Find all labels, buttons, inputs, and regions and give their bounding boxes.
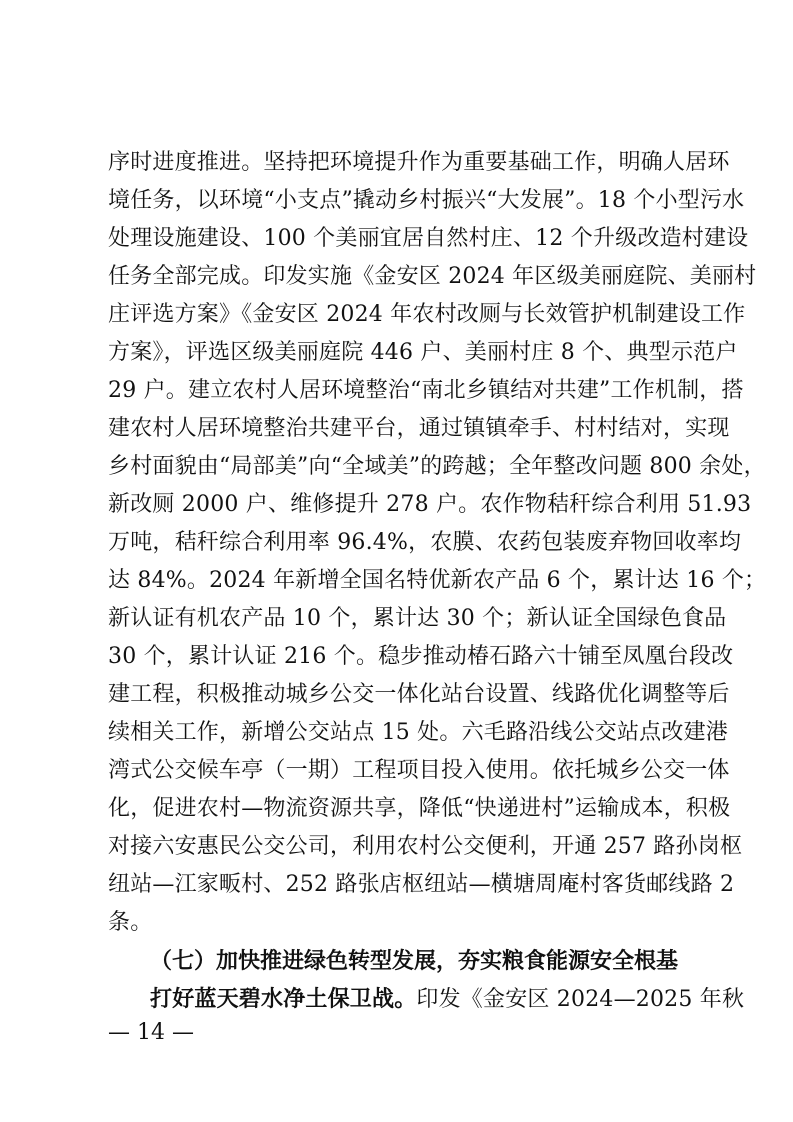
section-heading: （七）加快推进绿色转型发展，夯实粮食能源安全根基 — [150, 948, 679, 974]
body-line-14: 30 个，累计认证 216 个。稳步推动椿石路六十铺至凤凰台段改 — [108, 644, 734, 669]
body-line-12: 达 84%。2024 年新增全国名特优新农产品 6 个，累计达 16 个； — [108, 568, 767, 593]
body-line-3: 处理设施建设、100 个美丽宜居自然村庄、12 个升级改造村建设 — [108, 226, 749, 251]
body-line-21: 条。 — [108, 910, 153, 935]
body-line-16: 续相关工作，新增公交站点 15 处。六毛路沿线公交站点改建港 — [108, 720, 728, 745]
body-line-5: 庄评选方案》《金安区 2024 年农村改厕与长效管护机制建设工作 — [108, 302, 746, 327]
body-line-17: 湾式公交候车亭（一期）工程项目投入使用。依托城乡公交一体 — [108, 758, 730, 783]
body-line-1: 序时进度推进。坚持把环境提升作为重要基础工作，明确人居环 — [108, 150, 730, 175]
body-line-11: 万吨，秸秆综合利用率 96.4%，农膜、农药包装废弃物回收率均 — [108, 530, 742, 555]
body-line-2: 境任务，以环境“小支点”撬动乡村振兴“大发展”。18 个小型污水 — [108, 188, 745, 213]
body-line-9: 乡村面貌由“局部美”向“全域美”的跨越；全年整改问题 800 余处， — [108, 454, 766, 479]
body-line-4: 任务全部完成。印发实施《金安区 2024 年区级美丽庭院、美丽村 — [108, 264, 757, 289]
paragraph-lead-rest: 印发《金安区 2024—2025 年秋 — [416, 987, 745, 1012]
body-line-8: 建农村人居环境整治共建平台，通过镇镇牵手、村村结对，实现 — [108, 416, 730, 441]
body-line-13: 新认证有机农产品 10 个，累计达 30 个；新认证全国绿色食品 — [108, 606, 727, 631]
body-line-20: 纽站—江家畈村、252 路张店枢纽站—横塘周庵村客货邮线路 2 — [108, 872, 735, 897]
body-line-18: 化，促进农村—物流资源共享，降低“快递进村”运输成本，积极 — [108, 796, 731, 821]
body-line-10: 新改厕 2000 户、维修提升 278 户。农作物秸秆综合利用 51.93 — [108, 492, 752, 517]
body-line-7: 29 户。建立农村人居环境整治“南北乡镇结对共建”工作机制，搭 — [108, 378, 744, 403]
body-line-15: 建工程，积极推动城乡公交一体化站台设置、线路优化调整等后 — [108, 682, 730, 707]
page-number: — 14 — — [108, 1020, 194, 1045]
last-paragraph — [150, 984, 745, 1014]
body-line-6: 方案》，评选区级美丽庭院 446 户、美丽村庄 8 个、典型示范户 — [108, 340, 738, 365]
body-line-19: 对接六安惠民公交公司，利用农村公交便利，开通 257 路孙岗枢 — [108, 834, 743, 859]
paragraph-lead-bold: 打好蓝天碧水净土保卫战。 — [150, 986, 417, 1012]
